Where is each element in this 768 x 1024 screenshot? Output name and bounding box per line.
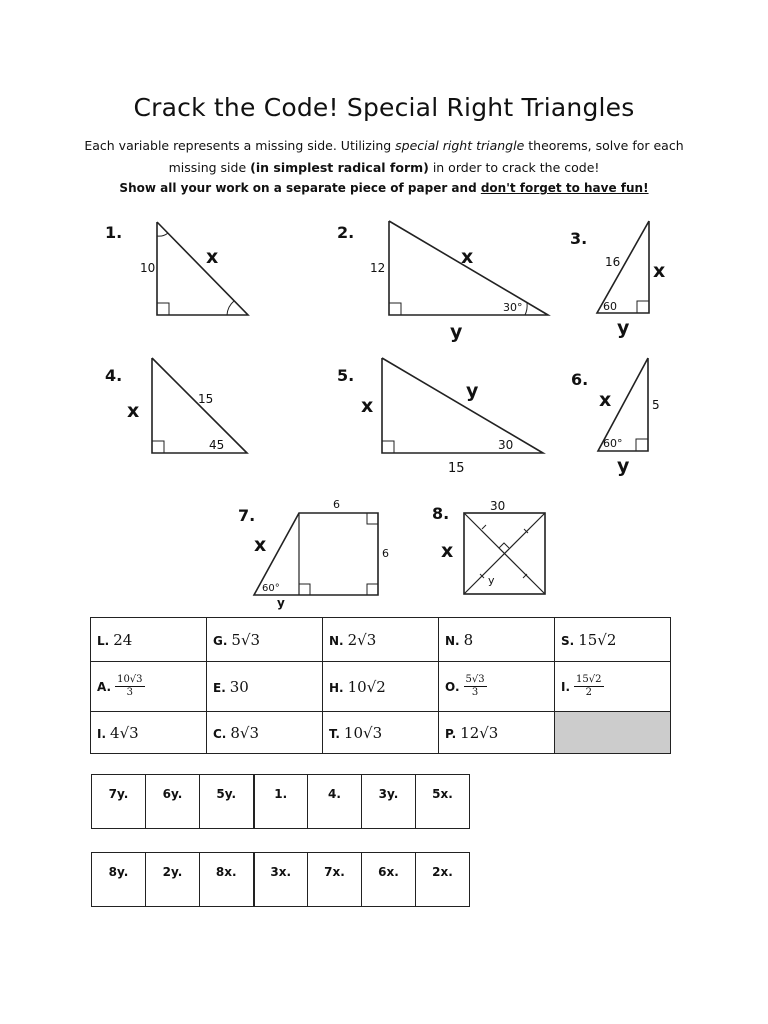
code-row — [92, 853, 470, 907]
problem-5-label: y — [466, 380, 479, 402]
problem-4 — [105, 358, 247, 453]
answer-cell — [439, 618, 555, 662]
answer-value: 8√3 — [230, 723, 260, 742]
code-table-1 — [91, 774, 470, 829]
problem-2 — [337, 221, 548, 343]
problem-5-label: x — [361, 395, 374, 417]
problem-3-label: 16 — [605, 255, 621, 269]
problem-8-number: 8. — [432, 504, 450, 523]
answer-cell — [555, 662, 671, 712]
fraction-numerator: 10√3 — [117, 674, 143, 685]
answer-cell — [439, 712, 555, 754]
answer-cell — [91, 662, 207, 712]
answer-value: 10√2 — [347, 677, 386, 696]
code-cell: 6y. — [146, 775, 200, 829]
answer-cell — [555, 618, 671, 662]
answer-row — [91, 662, 671, 712]
answer-value: 30 — [229, 677, 249, 696]
code-row — [92, 775, 470, 829]
problem-7-label: 6 — [382, 547, 389, 560]
answer-row — [91, 618, 671, 662]
problem-5-label: 15 — [448, 461, 465, 476]
fraction-denominator: 3 — [471, 687, 479, 698]
problem-3-number: 3. — [570, 229, 588, 248]
answer-letter: G. — [213, 633, 228, 648]
problem-7-label: x — [254, 534, 267, 556]
page-title: Crack the Code! Special Right Triangles — [133, 93, 635, 122]
code-cell: 7x. — [308, 853, 362, 907]
problem-7 — [238, 498, 389, 610]
problem-7-number: 7. — [238, 506, 256, 525]
answer-row — [91, 712, 671, 754]
problem-5-number: 5. — [337, 366, 355, 385]
answer-value: 8 — [463, 630, 474, 649]
empty-grey-cell — [555, 712, 671, 754]
problem-8 — [432, 499, 545, 594]
answer-letter: L. — [97, 633, 110, 648]
work-text: Show all your work on a separate piece of paper and — [119, 181, 481, 195]
answer-key-table — [90, 617, 671, 754]
problem-3-label: x — [653, 260, 666, 282]
answer-cell — [91, 712, 207, 754]
intro-bold: (in simplest radical form) — [250, 160, 429, 175]
answer-value: 12√3 — [460, 723, 499, 742]
problem-2-label: y — [450, 321, 463, 343]
answer-letter: N. — [445, 633, 460, 648]
problem-2-label: x — [461, 246, 474, 268]
code-cell: 5y. — [200, 775, 254, 829]
answer-value: 15√2 — [578, 630, 617, 649]
answer-value: 10√3 — [343, 723, 383, 742]
answer-letter: E. — [213, 680, 226, 695]
answer-letter: N. — [329, 633, 344, 648]
problem-7-label: 60° — [262, 583, 280, 594]
answer-letter: O. — [445, 679, 460, 694]
intro-text-2: theorems, solve for each missing side — [168, 138, 684, 175]
problem-1 — [105, 222, 248, 315]
intro-text-3: in order to crack the code! — [428, 160, 600, 175]
answer-cell — [323, 618, 439, 662]
code-cell: 6x. — [362, 853, 416, 907]
answer-letter: P. — [445, 726, 457, 741]
problem-6-label: 60° — [603, 437, 623, 450]
intro-text: Each variable represents a missing side. Utilizing — [84, 138, 396, 153]
code-cell: 1. — [254, 775, 308, 829]
problem-2-label: 12 — [370, 261, 386, 275]
problem-4-number: 4. — [105, 366, 123, 385]
answer-letter: S. — [561, 633, 575, 648]
answer-cell — [207, 662, 323, 712]
answer-fraction — [115, 674, 144, 699]
answer-letter: A. — [97, 679, 112, 694]
answer-fraction — [574, 674, 603, 699]
answer-cell — [323, 712, 439, 754]
problem-2-number: 2. — [337, 223, 355, 242]
problem-3-label: 60 — [603, 300, 617, 313]
code-cell: 5x. — [416, 775, 470, 829]
answer-cell — [91, 618, 207, 662]
problem-3 — [570, 221, 665, 339]
problem-6 — [571, 358, 660, 477]
answer-letter: T. — [329, 726, 340, 741]
answer-value: 2√3 — [347, 630, 377, 649]
problem-4-label: 15 — [198, 392, 214, 406]
problem-6-label: y — [617, 455, 630, 477]
problem-5 — [337, 358, 543, 476]
fraction-numerator: 5√3 — [465, 674, 485, 685]
answer-letter: C. — [213, 726, 227, 741]
code-cell: 7y. — [92, 775, 146, 829]
problem-6-number: 6. — [571, 370, 589, 389]
problem-8-label: y — [488, 574, 495, 587]
answer-letter: I. — [97, 726, 107, 741]
code-cell: 4. — [308, 775, 362, 829]
problem-2-label: 30° — [503, 301, 523, 314]
code-table-2 — [91, 852, 470, 907]
fraction-numerator: 15√2 — [576, 674, 602, 685]
problem-5-label: 30 — [498, 438, 514, 452]
problem-4-label: 45 — [209, 438, 225, 452]
code-cell: 2y. — [146, 853, 200, 907]
code-cell: 8y. — [92, 853, 146, 907]
fraction-denominator: 3 — [126, 687, 133, 698]
problem-8-label: x — [441, 540, 454, 562]
problem-4-label: x — [127, 400, 140, 422]
answer-letter: H. — [329, 680, 344, 695]
code-cell: 2x. — [416, 853, 470, 907]
problem-7-label: 6 — [333, 498, 340, 511]
answer-value: 4√3 — [110, 723, 139, 742]
code-cell: 8x. — [200, 853, 254, 907]
problem-3-label: y — [617, 317, 630, 339]
code-cell: 3y. — [362, 775, 416, 829]
problem-7-label: y — [277, 596, 285, 610]
problem-6-label: x — [599, 389, 612, 411]
answer-fraction — [464, 674, 487, 699]
problem-1-number: 1. — [105, 223, 123, 242]
answer-cell — [439, 662, 555, 712]
answer-cell — [207, 712, 323, 754]
intro-italic: special right triangle — [395, 138, 525, 153]
answer-cell — [207, 618, 323, 662]
answer-cell — [323, 662, 439, 712]
problem-8-label: 30 — [490, 499, 506, 513]
fraction-denominator: 2 — [585, 687, 592, 698]
problem-1-label: x — [206, 246, 219, 268]
answer-value: 5√3 — [231, 630, 261, 649]
work-underlined: don't forget to have fun! — [480, 181, 649, 195]
answer-letter: I. — [561, 679, 571, 694]
problem-6-label: 5 — [652, 398, 660, 412]
problem-1-label: 10 — [140, 261, 156, 275]
answer-value: 24 — [113, 630, 133, 649]
code-cell: 3x. — [254, 853, 308, 907]
